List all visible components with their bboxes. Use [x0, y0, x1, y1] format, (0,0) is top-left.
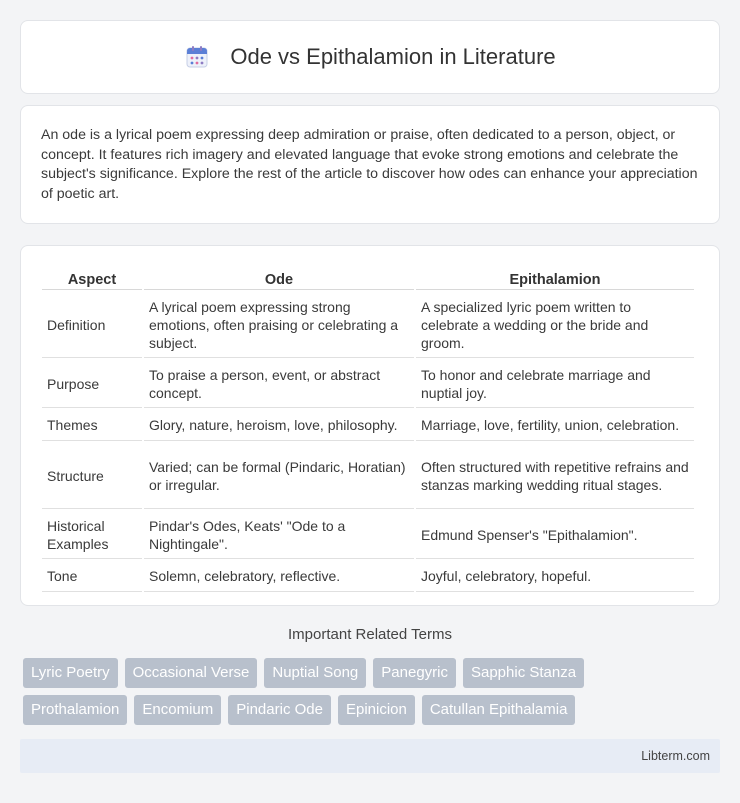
row-ode: A lyrical poem expressing strong emotions, often praising or celebrating a subject. [144, 292, 414, 358]
related-terms-row-2 [23, 695, 723, 725]
tag-epinicion[interactable]: Epinicion [338, 695, 415, 725]
row-ode: Glory, nature, heroism, love, philosophy. [144, 410, 414, 441]
tag-nuptial-song[interactable]: Nuptial Song [264, 658, 366, 688]
footer-site-link[interactable]: Libterm.com [641, 749, 710, 763]
title-wrap [184, 44, 555, 70]
header-ode: Ode [144, 268, 414, 290]
table-row [42, 561, 694, 592]
tag-occasional-verse[interactable]: Occasional Verse [125, 658, 258, 688]
intro-card [20, 105, 720, 224]
row-ode: To praise a person, event, or abstract concept. [144, 360, 414, 408]
related-terms-row-1 [23, 658, 723, 688]
row-ode: Varied; can be formal (Pindaric, Horatian) or irregular. [144, 443, 414, 509]
row-epithalamion: Joyful, celebratory, hopeful. [416, 561, 694, 592]
row-aspect: Tone [42, 561, 142, 592]
footer-bar [20, 739, 720, 773]
related-terms-title: Important Related Terms [288, 626, 452, 643]
comparison-table [40, 266, 696, 594]
table-row [42, 410, 694, 441]
row-epithalamion: Often structured with repetitive refrains and stanzas marking wedding ritual stages. [416, 443, 694, 509]
tag-encomium[interactable]: Encomium [134, 695, 221, 725]
row-aspect: Definition [42, 292, 142, 358]
table-header-row [42, 268, 694, 290]
tag-catullan-epithalamia[interactable]: Catullan Epithalamia [422, 695, 576, 725]
table-row [42, 292, 694, 358]
row-aspect: Historical Examples [42, 511, 142, 559]
header-aspect: Aspect [42, 268, 142, 290]
row-epithalamion: Marriage, love, fertility, union, celebration. [416, 410, 694, 441]
tag-lyric-poetry[interactable]: Lyric Poetry [23, 658, 118, 688]
tag-sapphic-stanza[interactable]: Sapphic Stanza [463, 658, 584, 688]
comparison-card [20, 245, 720, 606]
table-row [42, 443, 694, 509]
intro-paragraph: An ode is a lyrical poem expressing deep admiration or praise, often dedicated to a person, object, or concept. It features rich imagery and elevated language that evoke strong emotions and celebrate the subject's significance. Explore the rest of the article to discover how odes can enhance your appreciation of poetic art. [41, 127, 698, 202]
row-epithalamion: To honor and celebrate marriage and nuptial joy. [416, 360, 694, 408]
row-aspect: Purpose [42, 360, 142, 408]
row-epithalamion: A specialized lyric poem written to celebrate a wedding or the bride and groom. [416, 292, 694, 358]
row-ode: Pindar's Odes, Keats' "Ode to a Nightingale". [144, 511, 414, 559]
tag-panegyric[interactable]: Panegyric [373, 658, 456, 688]
row-ode: Solemn, celebratory, reflective. [144, 561, 414, 592]
header-epithalamion: Epithalamion [416, 268, 694, 290]
page-title: Ode vs Epithalamion in Literature [230, 44, 556, 69]
tag-pindaric-ode[interactable]: Pindaric Ode [228, 695, 331, 725]
row-epithalamion: Edmund Spenser's "Epithalamion". [416, 511, 694, 559]
tag-prothalamion[interactable]: Prothalamion [23, 695, 127, 725]
row-aspect: Structure [42, 443, 142, 509]
table-row [42, 511, 694, 559]
table-row [42, 360, 694, 408]
header-card [20, 20, 720, 94]
row-aspect: Themes [42, 410, 142, 441]
calendar-icon [184, 44, 210, 70]
